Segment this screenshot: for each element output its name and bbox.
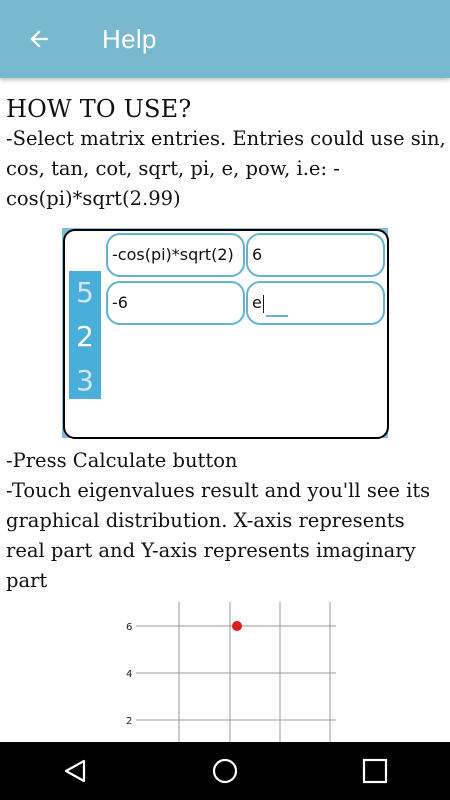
circle-home-icon (211, 757, 239, 785)
row-number: 2 (76, 320, 94, 353)
help-paragraph-1: -Select matrix entries. Entries could use sin, cos, tan, cot, sqrt, pi, e, pow, i.e: -cos(pi)*sqrt(2.99) (6, 127, 446, 210)
row-number: 3 (76, 364, 94, 397)
help-content (6, 94, 446, 214)
back-button[interactable] (0, 0, 78, 78)
y-tick-label: 2 (126, 716, 133, 727)
y-tick-label: 4 (126, 669, 133, 680)
help-paragraph-3: -Touch eigenvalues result and you'll see its graphical distribution. X-axis represents real part and Y-axis represents imaginary part (6, 479, 431, 592)
text-underline (266, 315, 288, 317)
matrix-cell-value: e (252, 293, 262, 312)
example-matrix-image (62, 228, 388, 438)
eigenvalue-point (232, 621, 242, 631)
system-nav-bar (0, 742, 450, 800)
nav-home-button[interactable] (190, 742, 260, 800)
square-recents-icon (362, 758, 388, 784)
arrow-left-icon (26, 26, 52, 52)
nav-back-button[interactable] (40, 742, 110, 800)
eigenvalue-graph (100, 600, 360, 742)
matrix-cell (106, 233, 245, 277)
matrix-cell (246, 233, 385, 277)
graph-points (232, 621, 242, 631)
matrix-cell-value: -cos(pi)*sqrt(2) (112, 245, 234, 264)
help-content-2 (6, 446, 446, 596)
text-caret (263, 295, 264, 313)
row-number: 5 (76, 276, 94, 309)
page-title: Help (102, 23, 157, 54)
help-paragraph-2: -Press Calculate button (6, 449, 238, 472)
app-bar (0, 0, 450, 78)
y-tick-label: 6 (126, 622, 133, 633)
matrix-cell-value: -6 (112, 293, 128, 312)
row-number-strip (69, 271, 101, 399)
example-matrix-frame (63, 229, 389, 439)
help-heading: HOW TO USE? (6, 95, 192, 123)
nav-recents-button[interactable] (340, 742, 410, 800)
matrix-cell-value: 6 (252, 245, 263, 264)
matrix-cell (106, 281, 245, 325)
graph-y-ticks (126, 622, 132, 727)
matrix-cell-focused (246, 281, 385, 325)
triangle-back-icon (62, 758, 88, 784)
